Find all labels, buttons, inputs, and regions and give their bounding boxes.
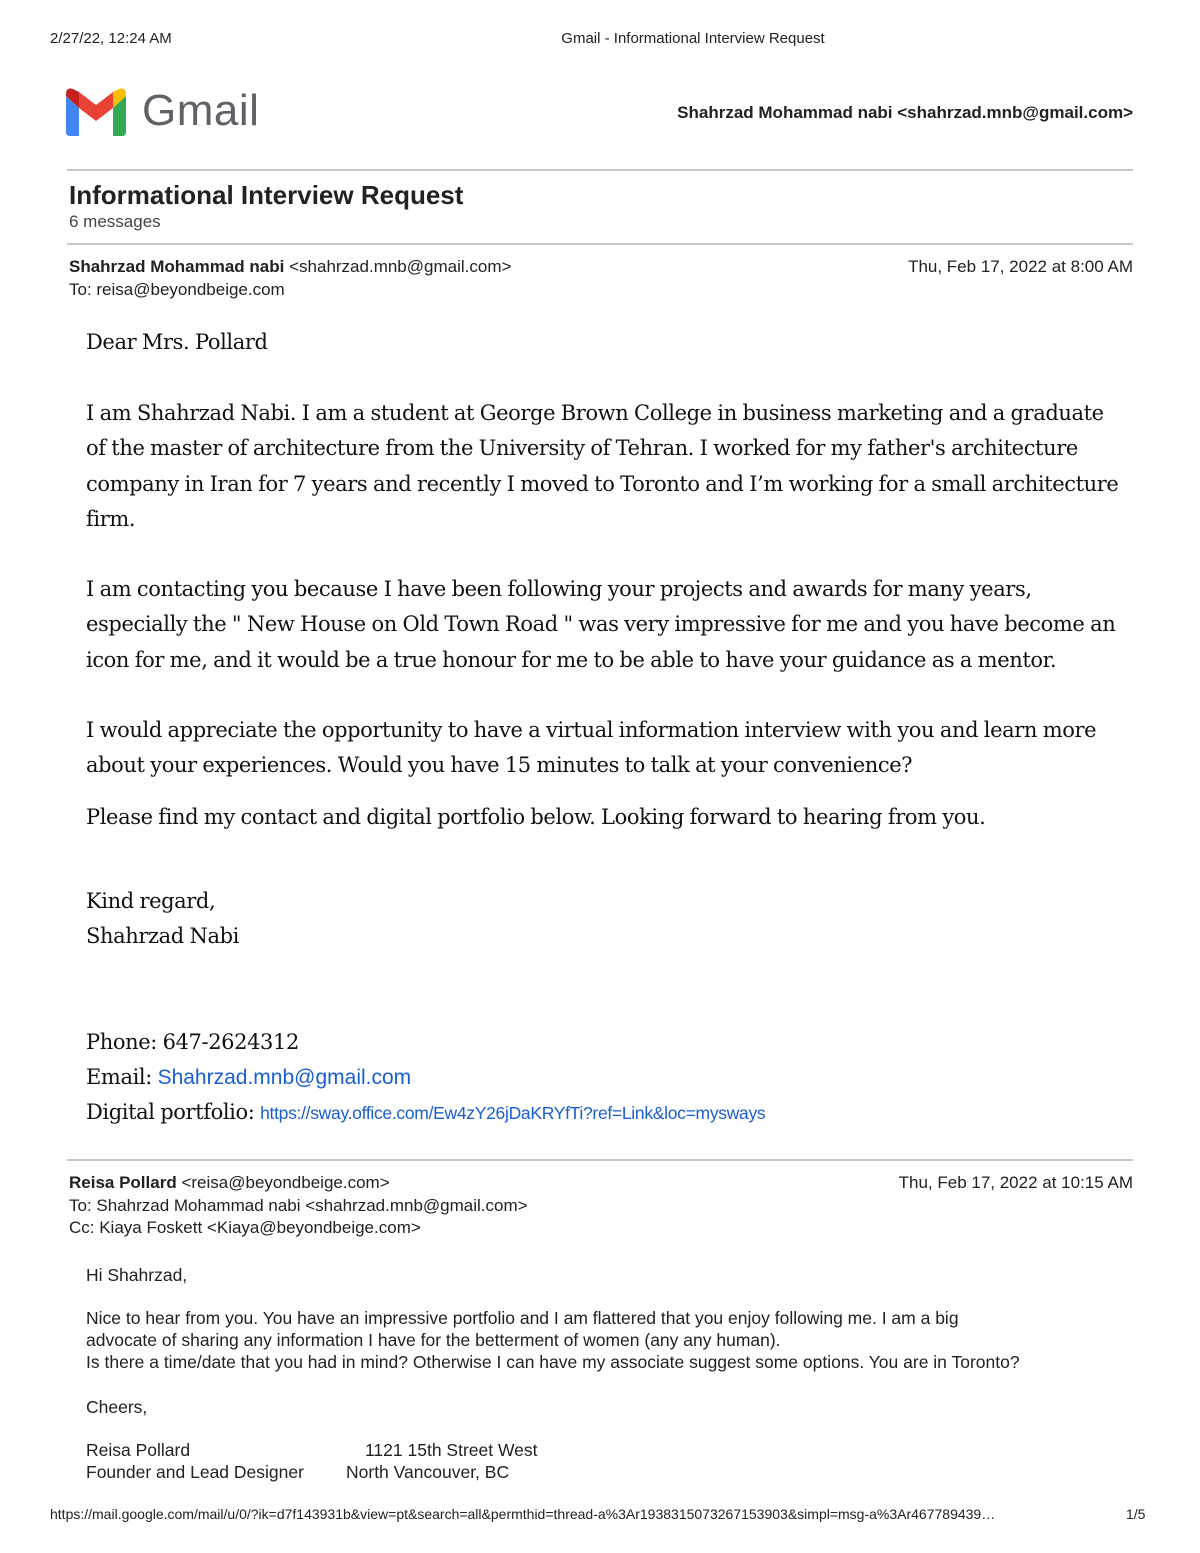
message2-cc: Cc: Kiaya Foskett <Kiaya@beyondbeige.com> (69, 1218, 421, 1237)
gmail-logo[interactable] (66, 86, 366, 146)
portfolio-link[interactable]: https://sway.office.com/Ew4zY26jDaKRYfTi?ref=Link&loc=mysways (260, 1103, 766, 1123)
message1-paragraph-4: Please find my contact and digital portfolio below. Looking forward to hearing from you. (86, 805, 986, 829)
email-label: Email: (86, 1065, 152, 1089)
message2-sender-name: Reisa Pollard (69, 1173, 177, 1192)
message1-paragraph-2: I am contacting you because I have been following your projects and awards for many years, especially the " New House on Old Town Road " was very impressive for me and you have become an icon for me, and it would be a true honour for me to be able to have your guidance as a mentor. (86, 577, 1116, 672)
message2-greeting: Hi Shahrzad, (86, 1265, 188, 1285)
message2-line-2: advocate of sharing any information I have for the betterment of women (any any human). (86, 1330, 781, 1350)
message-divider (67, 1159, 1133, 1161)
message1-phone-line (86, 1025, 1126, 1060)
account-label: Shahrzad Mohammad nabi <shahrzad.mnb@gmail.com> (677, 103, 1133, 122)
message2-from (69, 1173, 390, 1193)
message2-line-3: Is there a time/date that you had in mind? Otherwise I can have my associate suggest some options. You are in Toronto? (86, 1352, 1020, 1372)
message2-address-city: North Vancouver, BC (346, 1462, 510, 1482)
message1-sender-email: <shahrzad.mnb@gmail.com> (289, 257, 512, 276)
message1-date: Thu, Feb 17, 2022 at 8:00 AM (908, 257, 1133, 276)
gmail-wordmark: Gmail (142, 86, 260, 135)
print-page-title: Gmail - Informational Interview Request (561, 30, 825, 47)
thread-divider (67, 243, 1133, 245)
message2-signature-title: Founder and Lead Designer (86, 1462, 304, 1482)
message1-from (69, 257, 511, 277)
message2-address-link[interactable]: 1121 15th Street West (365, 1440, 538, 1460)
portfolio-label: Digital portfolio: (86, 1100, 255, 1124)
print-footer-url: https://mail.google.com/mail/u/0/?ik=d7f143931b&view=pt&search=all&permthid=thread-a%3Ar1938315073267153903&simpl=msg-a%3Ar467789439… (50, 1506, 996, 1522)
gmail-m-icon (66, 88, 126, 136)
message1-closing: Kind regard, (86, 889, 216, 913)
print-page-number: 1/5 (1126, 1506, 1146, 1522)
header-divider (67, 169, 1133, 171)
message1-email-line (86, 1060, 1126, 1095)
message2-line-1: Nice to hear from you. You have an impressive portfolio and I am flattered that you enjoy following me. I am a big (86, 1308, 959, 1328)
message1-paragraph-3: I would appreciate the opportunity to have a virtual information interview with you and learn more about your experiences. Would you have 15 minutes to talk at your convenience? (86, 718, 1097, 778)
message2-to: To: Shahrzad Mohammad nabi <shahrzad.mnb@gmail.com> (69, 1196, 528, 1215)
message1-signature: Shahrzad Nabi (86, 924, 239, 948)
thread-subject: Informational Interview Request (69, 180, 464, 210)
message-count: 6 messages (69, 212, 161, 231)
message2-closing: Cheers, (86, 1397, 148, 1417)
message1-to: To: reisa@beyondbeige.com (69, 280, 285, 299)
message1-paragraph-1: I am Shahrzad Nabi. I am a student at George Brown College in business marketing and a graduate of the master of architecture from the University of Tehran. I worked for my father's architecture company in Iran for 7 years and recently I moved to Toronto and I’m working for a small architecture firm. (86, 401, 1119, 531)
message1-greeting: Dear Mrs. Pollard (86, 330, 268, 354)
phone-number: 647-2624312 (162, 1030, 299, 1054)
message2-signature-name: Reisa Pollard (86, 1440, 191, 1460)
message1-sender-name: Shahrzad Mohammad nabi (69, 257, 285, 276)
message2-date: Thu, Feb 17, 2022 at 10:15 AM (898, 1173, 1133, 1192)
phone-label: Phone: (86, 1030, 157, 1054)
email-link[interactable]: Shahrzad.mnb@gmail.com (157, 1066, 412, 1089)
message1-portfolio-line (86, 1095, 1126, 1131)
print-datetime: 2/27/22, 12:24 AM (50, 30, 172, 47)
message2-sender-email: <reisa@beyondbeige.com> (181, 1173, 390, 1192)
